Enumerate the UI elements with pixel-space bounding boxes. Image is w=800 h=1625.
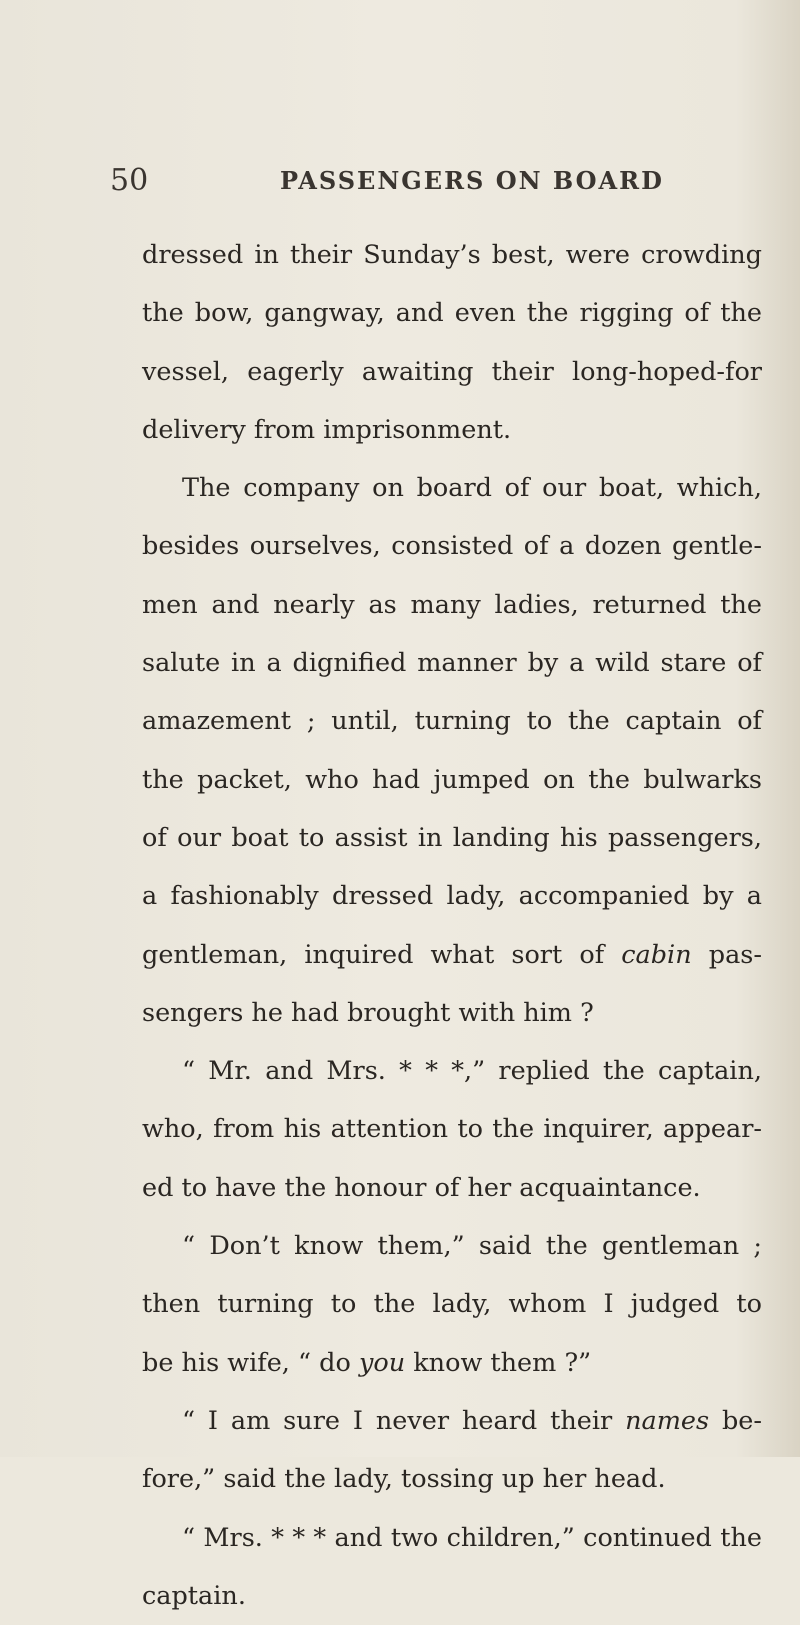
text-line: who, from his attention to the inquirer, appear-	[142, 1114, 762, 1145]
text-line: The company on board of our boat, which,	[182, 473, 762, 504]
text-line: “ Don’t know them,” said the gentleman ;	[182, 1231, 762, 1262]
text-line	[142, 1392, 762, 1450]
text-segment: pas-	[691, 939, 762, 970]
text-line: then turning to the lady, whom I judged to	[142, 1289, 762, 1320]
page-header	[110, 156, 750, 206]
text-segment: gentleman, inquired what sort of	[142, 939, 622, 970]
text-line: vessel, eagerly awaiting their long-hoped-for	[142, 356, 762, 387]
text-line: the bow, gangway, and even the rigging of the	[142, 298, 762, 329]
text-line: amazement ; until, turning to the captain of	[142, 706, 762, 737]
text-line: “ Mr. and Mrs. * * *,” replied the captain,	[182, 1056, 762, 1087]
text-line: besides ourselves, consisted of a dozen gentle-	[142, 531, 762, 562]
text-line: fore,” said the lady, tossing up her head.	[142, 1464, 666, 1495]
text-line: the packet, who had jumped on the bulwarks	[142, 764, 762, 795]
text-line: men and nearly as many ladies, returned the	[142, 589, 762, 620]
body-text	[142, 226, 762, 1625]
text-line	[142, 926, 762, 984]
text-segment: know them ?”	[405, 1347, 592, 1378]
italic-word: cabin	[621, 939, 692, 970]
italic-word: you	[358, 1347, 406, 1378]
text-line: captain.	[142, 1580, 246, 1611]
text-segment: be-	[709, 1405, 762, 1436]
text-line: of our boat to assist in landing his passengers,	[142, 822, 762, 853]
text-line: a fashionably dressed lady, accompanied by a	[142, 881, 762, 912]
text-line: dressed in their Sunday’s best, were crowding	[142, 240, 762, 270]
text-line: sengers he had brought with him ?	[142, 997, 594, 1028]
text-line: salute in a dignified manner by a wild stare of	[142, 648, 762, 679]
text-line	[142, 1334, 762, 1392]
running-title: PASSENGERS ON BOARD	[280, 166, 664, 195]
text-line: “ Mrs. * * * and two children,” continued the	[182, 1522, 762, 1553]
text-segment: “ I am sure I never heard their	[182, 1405, 626, 1436]
italic-word: names	[625, 1405, 710, 1436]
text-segment: be his wife, “ do	[142, 1347, 359, 1378]
page-number: 50	[110, 163, 149, 198]
text-line: ed to have the honour of her acquaintance.	[142, 1172, 701, 1203]
text-line: delivery from imprisonment.	[142, 414, 512, 445]
